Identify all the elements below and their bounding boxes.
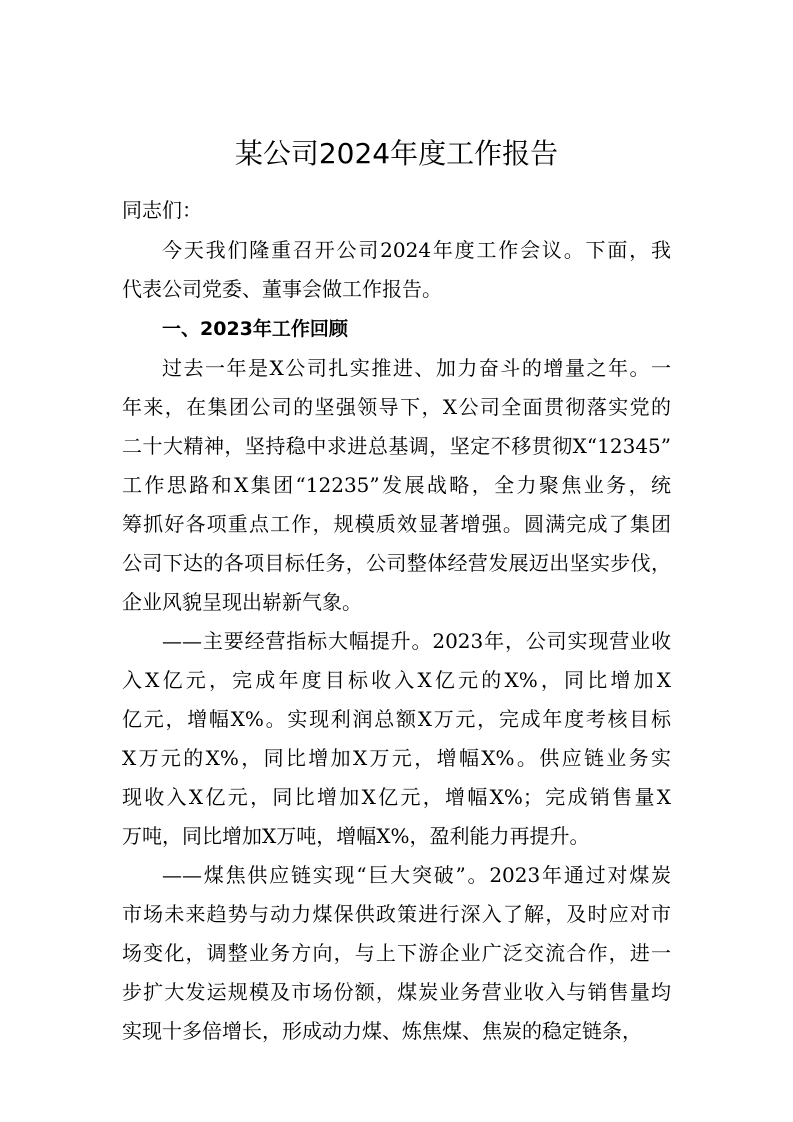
paragraph-line: 场变化，调整业务方向，与上下游企业广泛交流合作，进一: [122, 941, 671, 965]
paragraph-line: 筹抓好各项重点工作，规模质效显著增强。圆满完成了集团: [122, 512, 671, 536]
paragraph-line: 工作思路和X集团“12235”发展战略，全力聚焦业务，统: [122, 473, 671, 497]
paragraph-line: 今天我们隆重召开公司2024年度工作会议。下面，我: [162, 238, 671, 262]
document-title: 某公司2024年度工作报告: [234, 137, 559, 170]
paragraph-line: 二十大精神，坚持稳中求进总基调，坚定不移贯彻X“12345”: [122, 434, 671, 458]
paragraph-line: X万元的X%，同比增加X万元，增幅X%。供应链业务实: [122, 746, 671, 770]
paragraph-line: 亿元，增幅X%。实现利润总额X万元，完成年度考核目标: [122, 707, 671, 731]
paragraph-line: 企业风貌呈现出崭新气象。: [122, 590, 362, 614]
paragraph-line: 过去一年是X公司扎实推进、加力奋斗的增量之年。一: [162, 356, 671, 380]
paragraph-line: ——煤焦供应链实现“巨大突破”。2023年通过对煤炭: [162, 863, 671, 887]
paragraph-line: 实现十多倍增长，形成动力煤、炼焦煤、焦炭的稳定链条，: [122, 1019, 642, 1043]
paragraph-line: 入X亿元，完成年度目标收入X亿元的X%，同比增加X: [122, 668, 671, 692]
paragraph-line: 现收入X亿元，同比增加X亿元，增幅X%；完成销售量X: [122, 785, 671, 809]
paragraph-line: 市场未来趋势与动力煤保供政策进行深入了解，及时应对市: [122, 902, 671, 926]
paragraph-line: 公司下达的各项目标任务，公司整体经营发展迈出坚实步伐，: [122, 551, 671, 575]
paragraph-line: 代表公司党委、董事会做工作报告。: [122, 277, 442, 301]
paragraph-line: 年来，在集团公司的坚强领导下，X公司全面贯彻落实党的: [122, 395, 671, 419]
salutation: 同志们：: [122, 198, 202, 222]
paragraph-line: ——主要经营指标大幅提升。2023年，公司实现营业收: [162, 629, 671, 653]
paragraph-line: 步扩大发运规模及市场份额，煤炭业务营业收入与销售量均: [122, 980, 671, 1004]
paragraph-line: 万吨，同比增加X万吨，增幅X%，盈利能力再提升。: [122, 824, 590, 848]
section-heading: 一、2023年工作回顾: [162, 318, 348, 340]
